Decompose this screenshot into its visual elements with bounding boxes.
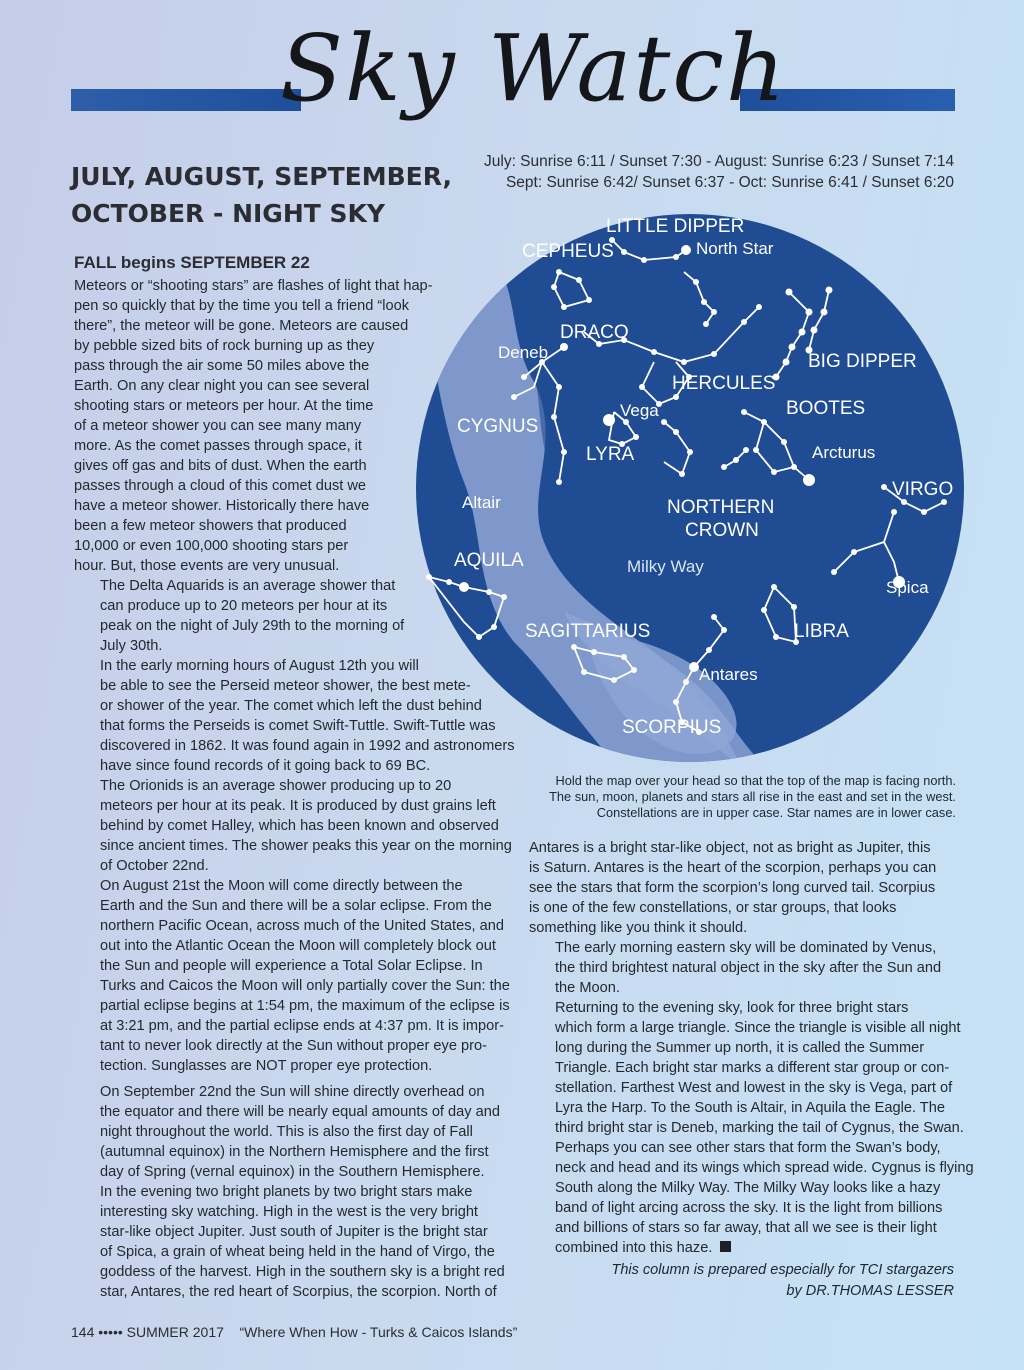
text-line: day of Spring (vernal equinox) in the Southern Hemisphere.	[100, 1164, 485, 1180]
text-line: pass through the air some 50 miles above the	[74, 358, 370, 374]
sun-times-line: Sept: Sunrise 6:42/ Sunset 6:37 - Oct: Sunrise 6:41 / Sunset 6:20	[505, 174, 954, 191]
text-line: Antares is a bright star-like object, not as bright as Jupiter, this	[529, 840, 931, 856]
text-line: Perhaps you can see other stars that form the Swan’s body,	[555, 1140, 941, 1156]
title-bar-left	[71, 89, 301, 111]
text-line: or shower of the year. The comet which left the dust behind	[100, 698, 482, 714]
label-spica: Spica	[886, 578, 929, 597]
text-line: be able to see the Perseid meteor shower, the best mete-	[100, 678, 471, 694]
label-scorpius: SCORPIUS	[622, 717, 722, 738]
label-lyra: LYRA	[586, 444, 635, 465]
text-line: 10,000 or even 100,000 shooting stars per	[74, 538, 349, 554]
text-line: and billions of stars so far away, that all we see is their light	[555, 1220, 937, 1236]
label-little-dipper: LITTLE DIPPER	[606, 216, 745, 237]
text-line: third bright star is Deneb, marking the tail of Cygnus, the Swan.	[555, 1120, 964, 1136]
text-line: night throughout the world. This is also the first day of Fall	[100, 1124, 473, 1140]
caption-line: The sun, moon, planets and stars all rise in the east and set in the west.	[549, 789, 956, 804]
text-line: The early morning eastern sky will be dominated by Venus,	[555, 940, 937, 956]
label-crown: CROWN	[685, 520, 759, 541]
text-line: tection. Sunglasses are NOT proper eye protection.	[100, 1058, 433, 1074]
text-line: peak on the night of July 29th to the morning of	[100, 618, 405, 634]
text-line: by pebble sized bits of rock burning up as they	[74, 338, 375, 354]
text-line: meteors per hour at its peak. It is produced by dust grains left	[100, 798, 496, 814]
text-line: neck and head and its wings which spread wide. Cygnus is flying	[555, 1160, 974, 1176]
text-line: see the stars that form the scorpion’s long curved tail. Scorpius	[529, 880, 936, 896]
end-mark-icon	[720, 1241, 731, 1252]
text-line: passes through a cloud of this comet dust we	[74, 478, 367, 494]
sub-heading: FALL begins SEPTEMBER 22	[74, 253, 310, 272]
text-line: Turks and Caicos the Moon will only partially cover the Sun: the	[100, 978, 510, 994]
article-paragraph	[529, 938, 954, 998]
text-line: Earth and the Sun and there will be a solar eclipse. From the	[100, 898, 492, 914]
issue-label: SUMMER 2017	[126, 1324, 224, 1340]
label-vega: Vega	[620, 401, 659, 420]
text-line: behind by comet Halley, which has been known and observed	[100, 818, 499, 834]
text-line: out into the Atlantic Ocean the Moon will completely block out	[100, 938, 496, 954]
text-line: at 3:21 pm, and the partial eclipse ends at 4:37 pm. It is impor-	[100, 1018, 504, 1034]
text-line: something like you think it should.	[529, 920, 748, 936]
label-bootes: BOOTES	[786, 398, 866, 419]
text-line: of Spica, a grain of wheat being held in the hand of Virgo, the	[100, 1244, 495, 1260]
text-line: tant to never look directly at the Sun without proper eye pro-	[100, 1038, 487, 1054]
sunrise-sunset-times	[484, 151, 954, 193]
label-big-dipper: BIG DIPPER	[808, 351, 917, 372]
text-line: the third brightest natural object in the sky after the Sun and	[555, 960, 942, 976]
article-paragraph	[74, 1182, 505, 1302]
caption-line: Constellations are in upper case. Star names are in lower case.	[596, 805, 956, 820]
label-northern: NORTHERN	[667, 497, 775, 518]
text-line: On September 22nd the Sun will shine directly overhead on	[100, 1084, 485, 1100]
text-line: the equator and there will be nearly equal amounts of day and	[100, 1104, 500, 1120]
article-paragraph	[74, 876, 510, 1076]
page-title: Sky Watch	[280, 15, 788, 122]
label-altair: Altair	[462, 493, 501, 512]
label-arcturus: Arcturus	[812, 443, 876, 462]
text-line: star-like object Jupiter. Just south of Jupiter is the bright star	[100, 1224, 488, 1240]
label-sagittarius: SAGITTARIUS	[525, 621, 651, 642]
text-line: there”, the meteor will be gone. Meteors are caused	[74, 318, 409, 334]
text-line: In the evening two bright planets by two bright stars make	[100, 1184, 473, 1200]
text-line: On August 21st the Moon will come directly between the	[100, 878, 463, 894]
text-line: stellation. Farthest West and lowest in the sky is Vega, part of	[555, 1080, 953, 1096]
text-line: Earth. On any clear night you can see several	[74, 378, 370, 394]
text-line: goddess of the harvest. High in the southern sky is a bright red	[100, 1264, 505, 1280]
text-line: pen so quickly that by the time you tell a friend “look	[74, 298, 410, 314]
label-hercules: HERCULES	[672, 373, 776, 394]
article-right-column	[529, 838, 974, 1258]
text-line: (autumnal equinox) in the Northern Hemisphere and the first	[100, 1144, 489, 1160]
text-line: of October 22nd.	[100, 858, 209, 874]
footer-dots: •••••	[98, 1324, 123, 1340]
text-line: Lyra the Harp. To the South is Altair, in Aquila the Eagle. The	[555, 1100, 945, 1116]
text-line: the Moon.	[555, 980, 620, 996]
text-line: have a meteor shower. Historically there have	[74, 498, 370, 514]
caption-line: Hold the map over your head so that the top of the map is facing north.	[555, 773, 956, 788]
text-line: July 30th.	[100, 638, 163, 654]
heading-line: JULY, AUGUST, SEPTEMBER,	[71, 162, 452, 191]
text-line: that forms the Perseids is comet Swift-Tuttle. Swift-Tuttle was	[100, 718, 496, 734]
text-line: long during the Summer up north, it is called the Summer	[555, 1040, 925, 1056]
text-line: more. As the comet passes through space, it	[74, 438, 362, 454]
text-line: been a few meteor showers that produced	[74, 518, 347, 534]
text-line: is Saturn. Antares is the heart of the scorpion, perhaps you can	[529, 860, 937, 876]
text-line: discovered in 1862. It was found again in 1992 and astronomers	[100, 738, 515, 754]
article-paragraph	[74, 1082, 498, 1182]
map-caption	[496, 773, 956, 821]
credit-line: by DR.THOMAS LESSER	[786, 1283, 954, 1299]
text-line: is one of the few constellations, or star groups, that looks	[529, 900, 897, 916]
label-virgo: VIRGO	[892, 479, 954, 500]
text-line: star, Antares, the red heart of Scorpius, the scorpion. North of	[100, 1284, 497, 1300]
page-number: 144	[71, 1324, 95, 1340]
text-line: shooting stars or meteors per hour. At the time	[74, 398, 374, 414]
text-line: The Orionids is an average shower producing up to 20	[100, 778, 452, 794]
article-paragraph	[74, 776, 512, 876]
heading-line: OCTOBER - NIGHT SKY	[71, 199, 385, 228]
author-credit	[594, 1260, 954, 1302]
text-line: partial eclipse begins at 1:54 pm, the maximum of the eclipse is	[100, 998, 510, 1014]
text-line: the Sun and people will experience a Total Solar Eclipse. In	[100, 958, 483, 974]
text-line: gives off gas and bits of dust. When the earth	[74, 458, 367, 474]
text-line: Triangle. Each bright star marks a different star group or con-	[555, 1060, 950, 1076]
publication-name: “Where When How - Turks & Caicos Islands”	[239, 1324, 518, 1340]
text-line: Meteors or “shooting stars” are flashes of light that hap-	[74, 278, 433, 294]
label-north-star: North Star	[696, 239, 774, 258]
sun-times-line: July: Sunrise 6:11 / Sunset 7:30 - August: Sunrise 6:23 / Sunset 7:14	[484, 153, 955, 170]
label-draco: DRACO	[560, 322, 629, 343]
text-line: of a meteor shower you can see many many	[74, 418, 362, 434]
label-cepheus: CEPHEUS	[522, 241, 614, 262]
text-line: In the early morning hours of August 12th you will	[100, 658, 419, 674]
text-line: interesting sky watching. High in the west is the very bright	[100, 1204, 478, 1220]
label-antares: Antares	[699, 665, 758, 684]
text-line: South along the Milky Way. The Milky Way looks like a hazy	[555, 1180, 941, 1196]
article-paragraph	[529, 998, 974, 1258]
text-line: which form a large triangle. Since the triangle is visible all night	[555, 1020, 961, 1036]
label-milky-way: Milky Way	[627, 557, 704, 576]
text-line: Returning to the evening sky, look for three bright stars	[555, 1000, 909, 1016]
label-libra: LIBRA	[794, 621, 849, 642]
text-line: can produce up to 20 meteors per hour at its	[100, 598, 388, 614]
label-aquila: AQUILA	[454, 550, 524, 571]
credit-line: This column is prepared especially for TCI stargazers	[611, 1262, 954, 1278]
star-map	[414, 212, 966, 764]
text-line: The Delta Aquarids is an average shower that	[100, 578, 396, 594]
article-paragraph	[529, 838, 954, 938]
text-line: combined into this haze.	[529, 1238, 954, 1258]
text-line: since ancient times. The shower peaks this year on the morning	[100, 838, 512, 854]
label-deneb: Deneb	[498, 343, 549, 362]
text-line: have since found records of it going back to 69 BC.	[100, 758, 431, 774]
page-footer	[71, 1323, 517, 1341]
text-line: hour. But, those events are very unusual.	[74, 558, 340, 574]
label-cygnus: CYGNUS	[457, 416, 539, 437]
text-line: band of light arcing across the sky. It is the light from billions	[555, 1200, 943, 1216]
text-line: northern Pacific Ocean, across much of the United States, and	[100, 918, 504, 934]
